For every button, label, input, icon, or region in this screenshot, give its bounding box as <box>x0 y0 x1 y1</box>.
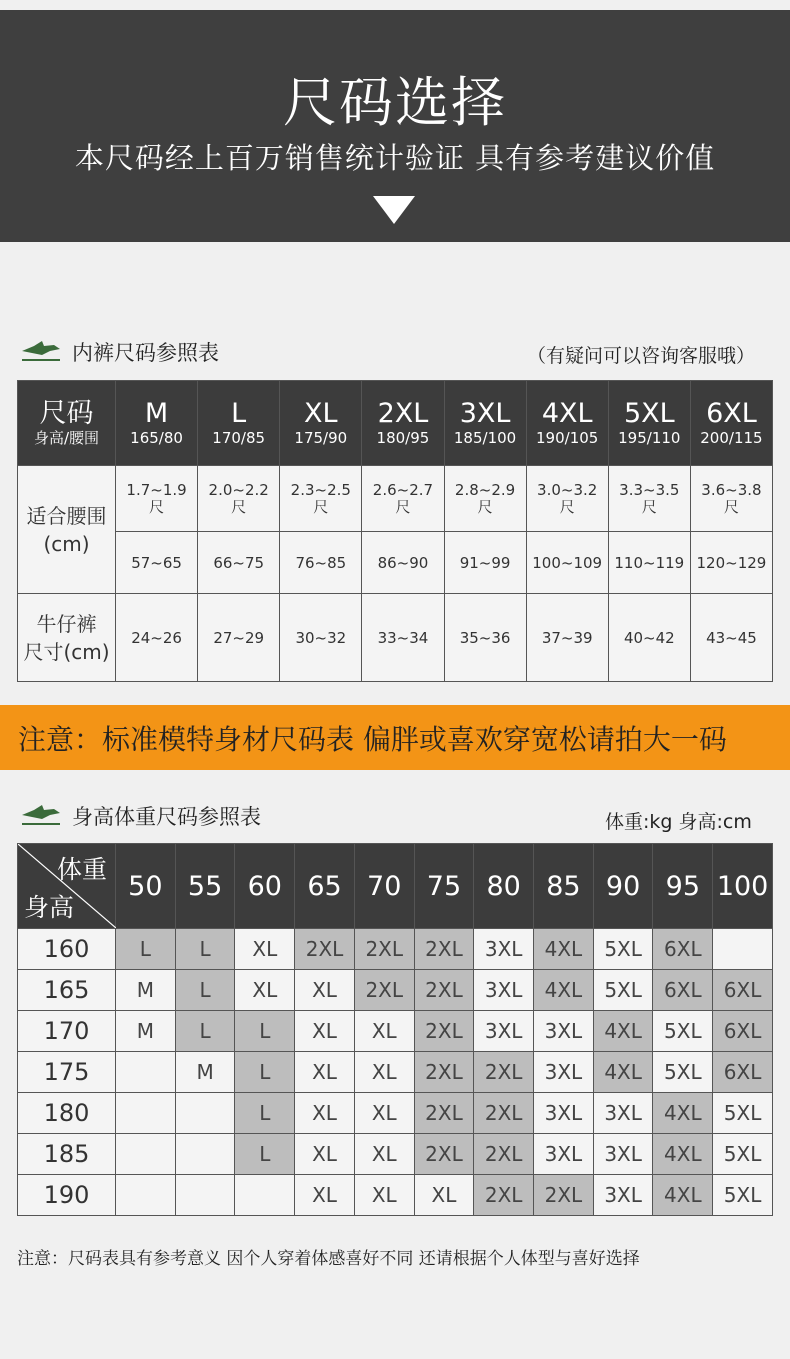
table-row <box>18 929 773 970</box>
size-cell: 2XL <box>414 1093 474 1134</box>
size-column-header: 3XL 185/100 <box>444 381 526 466</box>
size-cell: 3XL <box>474 970 534 1011</box>
page-title: 尺码选择 <box>283 71 507 134</box>
size-cell: XL <box>295 1052 355 1093</box>
size-cell: 5XL <box>713 1093 773 1134</box>
size-cell: 3XL <box>474 929 534 970</box>
size-cell: XL <box>354 1134 414 1175</box>
jeans-size-cell: 37~39 <box>526 594 608 682</box>
size-cell: 5XL <box>713 1175 773 1216</box>
size-cell: XL <box>354 1011 414 1052</box>
size-cell: 3XL <box>593 1175 653 1216</box>
waist-cm-cell: 86~90 <box>362 532 444 594</box>
size-cell: XL <box>295 1011 355 1052</box>
size-cell: 2XL <box>474 1052 534 1093</box>
size-cell <box>116 1052 176 1093</box>
size-cell: 3XL <box>534 1011 594 1052</box>
waist-chi-cell: 2.6~2.7 尺 <box>362 466 444 532</box>
size-cell: 6XL <box>713 1052 773 1093</box>
size-cell: XL <box>235 970 295 1011</box>
size-cell: 3XL <box>534 1052 594 1093</box>
jeans-size-cell: 35~36 <box>444 594 526 682</box>
size-cell <box>713 929 773 970</box>
waist-cm-cell: 57~65 <box>116 532 198 594</box>
size-cell: 3XL <box>474 1011 534 1052</box>
weight-column-header: 50 <box>116 844 176 929</box>
size-cell: 5XL <box>713 1134 773 1175</box>
table-row <box>18 1011 773 1052</box>
size-cell: XL <box>295 1093 355 1134</box>
size-column-header: 5XL 195/110 <box>608 381 690 466</box>
size-cell: L <box>175 1011 235 1052</box>
size-cell: L <box>116 929 176 970</box>
jeans-size-cell: 40~42 <box>608 594 690 682</box>
notice-text: 注意：标准模特身材尺码表 偏胖或喜欢穿宽松请拍大一码 <box>18 723 727 756</box>
size-sub-label: 身高/腰围 <box>33 429 100 447</box>
underwear-size-table <box>17 380 773 682</box>
banner-header <box>0 10 790 242</box>
size-cell: L <box>175 929 235 970</box>
jeans-size-cell: 24~26 <box>116 594 198 682</box>
size-cell: 2XL <box>534 1175 594 1216</box>
size-column-header: 4XL 190/105 <box>526 381 608 466</box>
size-cell <box>175 1175 235 1216</box>
table-row <box>18 970 773 1011</box>
size-column-header: XL 175/90 <box>280 381 362 466</box>
weight-column-header: 70 <box>354 844 414 929</box>
size-cell: XL <box>414 1175 474 1216</box>
weight-column-header: 60 <box>235 844 295 929</box>
size-cell: 6XL <box>713 1011 773 1052</box>
size-cell: 2XL <box>414 929 474 970</box>
size-cell: L <box>235 1134 295 1175</box>
weight-column-header: 80 <box>474 844 534 929</box>
size-cell: 4XL <box>653 1175 713 1216</box>
size-header-cell <box>18 381 116 466</box>
size-cell: L <box>175 970 235 1011</box>
size-cell: 4XL <box>653 1093 713 1134</box>
size-cell <box>116 1134 176 1175</box>
weight-column-header: 65 <box>295 844 355 929</box>
jeans-size-cell: 27~29 <box>198 594 280 682</box>
size-cell: L <box>235 1052 295 1093</box>
notice-banner <box>0 705 790 770</box>
weight-axis-label: 体重 <box>56 855 107 884</box>
size-cell: XL <box>235 929 295 970</box>
jeans-size-cell: 33~34 <box>362 594 444 682</box>
waist-chi-cell: 3.0~3.2 尺 <box>526 466 608 532</box>
size-cell: 2XL <box>414 970 474 1011</box>
units-note: 体重:kg 身高:cm <box>605 811 752 833</box>
size-cell: XL <box>295 970 355 1011</box>
size-cell: 3XL <box>593 1093 653 1134</box>
table-row <box>18 1052 773 1093</box>
size-cell: 2XL <box>474 1175 534 1216</box>
down-arrow-icon <box>373 196 415 224</box>
waist-cm-cell: 120~129 <box>690 532 772 594</box>
weight-column-header: 75 <box>414 844 474 929</box>
footnote: 注意：尺码表具有参考意义 因个人穿着体感喜好不同 还请根据个人体型与喜好选择 <box>17 1249 640 1269</box>
height-row-header: 175 <box>18 1052 116 1093</box>
size-column-header: 2XL 180/95 <box>362 381 444 466</box>
size-cell <box>116 1093 176 1134</box>
size-cell: 5XL <box>653 1052 713 1093</box>
size-column-header: M 165/80 <box>116 381 198 466</box>
jeans-row-label: 牛仔裤 尺寸(cm) <box>18 594 116 682</box>
size-cell: XL <box>295 1175 355 1216</box>
size-cell: 4XL <box>653 1134 713 1175</box>
weight-column-header: 95 <box>653 844 713 929</box>
weight-column-header: 100 <box>713 844 773 929</box>
consult-note: （有疑问可以咨询客服哦） <box>527 345 756 367</box>
corner-header-cell <box>18 844 116 929</box>
size-cell <box>175 1134 235 1175</box>
underwear-table-title: 内裤尺码参照表 <box>72 341 219 365</box>
table-row <box>18 1134 773 1175</box>
size-cell: 2XL <box>414 1011 474 1052</box>
size-column-header: 6XL 200/115 <box>690 381 772 466</box>
size-cell: 2XL <box>354 929 414 970</box>
size-cell: M <box>116 970 176 1011</box>
size-column-header: L 170/85 <box>198 381 280 466</box>
size-cell: L <box>235 1011 295 1052</box>
weight-column-header: 85 <box>534 844 594 929</box>
height-weight-size-table <box>17 843 773 1216</box>
size-cell: 2XL <box>474 1134 534 1175</box>
waist-chi-cell: 2.3~2.5 尺 <box>280 466 362 532</box>
size-cell: 4XL <box>593 1052 653 1093</box>
weight-column-header: 55 <box>175 844 235 929</box>
size-cell: M <box>175 1052 235 1093</box>
weight-column-header: 90 <box>593 844 653 929</box>
jeans-size-cell: 43~45 <box>690 594 772 682</box>
height-row-header: 185 <box>18 1134 116 1175</box>
waist-cm-cell: 110~119 <box>608 532 690 594</box>
height-row-header: 190 <box>18 1175 116 1216</box>
height-row-header: 165 <box>18 970 116 1011</box>
size-cell: XL <box>295 1134 355 1175</box>
size-cell: 6XL <box>653 970 713 1011</box>
size-cell: 2XL <box>354 970 414 1011</box>
waist-chi-cell: 1.7~1.9 尺 <box>116 466 198 532</box>
size-label: 尺码 <box>39 398 94 429</box>
waist-cm-cell: 100~109 <box>526 532 608 594</box>
size-cell: 4XL <box>534 970 594 1011</box>
waist-cm-cell: 76~85 <box>280 532 362 594</box>
wolf-logo-icon <box>20 337 62 365</box>
size-cell: M <box>116 1011 176 1052</box>
size-cell: 3XL <box>534 1093 594 1134</box>
size-cell: 6XL <box>653 929 713 970</box>
height-row-header: 160 <box>18 929 116 970</box>
height-axis-label: 身高 <box>24 893 75 922</box>
table-row <box>18 1093 773 1134</box>
height-row-header: 180 <box>18 1093 116 1134</box>
size-cell <box>175 1093 235 1134</box>
size-cell: 4XL <box>534 929 594 970</box>
height-weight-table-title: 身高体重尺码参照表 <box>72 805 261 829</box>
size-cell: 2XL <box>295 929 355 970</box>
size-cell: 6XL <box>713 970 773 1011</box>
size-cell: 4XL <box>593 1011 653 1052</box>
size-cell: XL <box>354 1175 414 1216</box>
waist-chi-cell: 2.8~2.9 尺 <box>444 466 526 532</box>
waist-row-label: 适合腰围 (cm) <box>18 466 116 594</box>
jeans-size-cell: 30~32 <box>280 594 362 682</box>
size-cell: 2XL <box>474 1093 534 1134</box>
size-cell <box>116 1175 176 1216</box>
size-cell: L <box>235 1093 295 1134</box>
size-cell: 3XL <box>534 1134 594 1175</box>
page-subtitle: 本尺码经上百万销售统计验证 具有参考建议价值 <box>74 141 716 175</box>
size-cell <box>235 1175 295 1216</box>
size-cell: 2XL <box>414 1052 474 1093</box>
size-cell: 5XL <box>593 929 653 970</box>
size-cell: 5XL <box>653 1011 713 1052</box>
size-cell: 5XL <box>593 970 653 1011</box>
waist-chi-cell: 2.0~2.2 尺 <box>198 466 280 532</box>
size-cell: XL <box>354 1093 414 1134</box>
waist-chi-cell: 3.6~3.8 尺 <box>690 466 772 532</box>
waist-chi-cell: 3.3~3.5 尺 <box>608 466 690 532</box>
size-cell: 3XL <box>593 1134 653 1175</box>
waist-cm-cell: 91~99 <box>444 532 526 594</box>
size-cell: XL <box>354 1052 414 1093</box>
table-row <box>18 1175 773 1216</box>
height-row-header: 170 <box>18 1011 116 1052</box>
waist-cm-cell: 66~75 <box>198 532 280 594</box>
size-cell: 2XL <box>414 1134 474 1175</box>
wolf-logo-icon <box>20 801 62 829</box>
